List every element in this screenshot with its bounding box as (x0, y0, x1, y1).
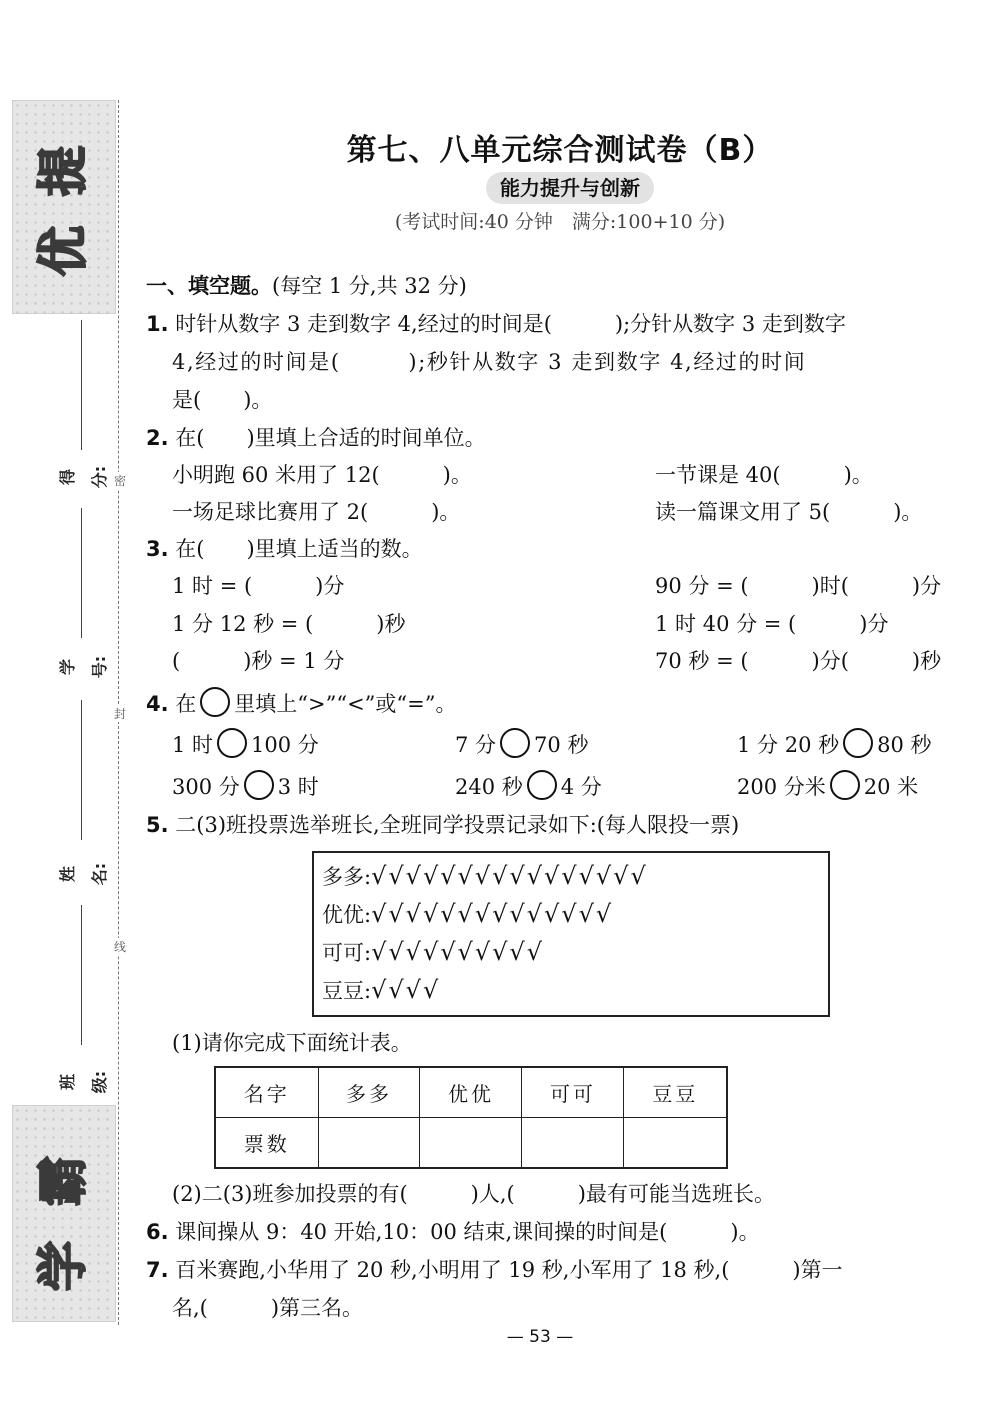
q3-stem (146, 534, 423, 564)
badge-top (12, 100, 116, 314)
q3-stem-text: 在( )里填上适当的数。 (175, 537, 423, 561)
vote-row-youyou (322, 899, 613, 930)
field-line-class (81, 905, 82, 1045)
q7-number: 7. (146, 1258, 169, 1282)
q4-item-5-left: 240 秒 (455, 775, 523, 799)
vote-name: 可可: (322, 941, 372, 965)
q4-item-3 (737, 728, 932, 760)
section-heading-row (146, 271, 467, 301)
seal-word-1: 密 (113, 474, 126, 488)
q4-item-6 (737, 770, 918, 802)
table-header-cell: 多多 (318, 1067, 420, 1118)
q4-item-5-right: 4 分 (560, 775, 602, 799)
q6-text: 课间操从 9：40 开始,10：00 结束,课间操的时间是( )。 (175, 1220, 760, 1244)
field-line-name (81, 700, 82, 840)
q2-stem (146, 423, 486, 453)
q5-stem-text: 二(3)班投票选举班长,全班同学投票记录如下:(每人限投一票) (175, 813, 740, 837)
q4-item-4 (172, 770, 319, 802)
vote-row-duoduo (322, 861, 648, 892)
q5-sub2: (2)二(3)班参加投票的有( )人,( )最有可能当选班长。 (172, 1182, 775, 1206)
q3-item-6: 70 秒 = ( )分( )秒 (655, 649, 942, 673)
vote-name: 优优: (322, 903, 372, 927)
table-header-cell: 优优 (420, 1067, 522, 1118)
vote-ticks: √√√√ (371, 976, 441, 1004)
q7-text-1: 百米赛跑,小华用了 20 秒,小明用了 19 秒,小军用了 18 秒,( )第一 (175, 1258, 843, 1282)
q2-stem-text: 在( )里填上合适的时间单位。 (175, 426, 486, 450)
q4-item-6-circle[interactable] (830, 770, 860, 800)
q7-line-2: 名,( )第三名。 (172, 1296, 364, 1320)
table-header-cell: 可可 (522, 1067, 624, 1118)
table-answer-cell[interactable] (420, 1118, 522, 1169)
table-answer-cell[interactable] (522, 1118, 624, 1169)
q4-item-1 (172, 728, 319, 760)
table-row (215, 1118, 727, 1169)
q3-number: 3. (146, 537, 169, 561)
page-number: — 53 — (506, 1327, 574, 1347)
q3-item-3: 1 分 12 秒 = ( )秒 (172, 612, 406, 636)
field-line-score (81, 320, 82, 450)
q4-number: 4. (146, 692, 169, 716)
field-label-student-id: 学号: (58, 655, 109, 679)
vote-row-keke (322, 937, 544, 968)
q1-line-1 (146, 309, 846, 339)
q5-sub1: (1)请你完成下面统计表。 (172, 1031, 412, 1055)
q4-stem-pre: 在 (175, 692, 197, 716)
table-header-row (215, 1067, 727, 1118)
q4-item-4-right: 3 时 (277, 775, 319, 799)
seal-word-3: 线 (113, 940, 126, 954)
vote-name: 豆豆: (322, 979, 372, 1003)
page-title: 第七、八单元综合测试卷（B） (346, 133, 774, 168)
q2-item-1: 小明跑 60 米用了 12( )。 (172, 463, 472, 487)
q2-item-4: 读一篇课文用了 5( )。 (655, 500, 923, 524)
q6-number: 6. (146, 1220, 169, 1244)
q4-item-4-left: 300 分 (172, 775, 240, 799)
seal-word-2: 封 (113, 707, 126, 721)
field-label-class: 班级: (58, 1070, 109, 1094)
vote-stat-table (214, 1066, 728, 1169)
q6-line (146, 1217, 760, 1247)
vote-record-box (312, 851, 830, 1017)
q4-item-6-left: 200 分米 (737, 775, 826, 799)
q4-stem (146, 687, 456, 719)
field-line-student-id (81, 508, 82, 638)
q4-item-5-circle[interactable] (527, 770, 557, 800)
q3-item-4: 1 时 40 分 = ( )分 (655, 612, 889, 636)
q4-item-2-right: 70 秒 (534, 733, 589, 757)
compare-circle-icon (200, 687, 230, 717)
table-answer-cell[interactable] (318, 1118, 420, 1169)
table-answer-cell[interactable] (624, 1118, 727, 1169)
q1-line-3: 是( )。 (172, 388, 273, 412)
q1-number: 1. (146, 312, 169, 336)
badge-bottom (12, 1105, 116, 1322)
q4-item-2-circle[interactable] (500, 728, 530, 758)
table-header-cell: 豆豆 (624, 1067, 727, 1118)
table-row-label: 票数 (215, 1118, 318, 1169)
vote-ticks: √√√√√√√√√√√√√√√√ (371, 862, 648, 890)
q1-text-1: 时针从数字 3 走到数字 4,经过的时间是( );分针从数字 3 走到数字 (175, 312, 846, 336)
q4-stem-post: 里填上“>”“<”或“=”。 (234, 692, 457, 716)
vote-ticks: √√√√√√√√√√ (371, 938, 545, 966)
table-header-cell: 名字 (215, 1067, 318, 1118)
q4-item-3-left: 1 分 20 秒 (737, 733, 840, 757)
q4-item-5 (455, 770, 602, 802)
q4-item-3-right: 80 秒 (877, 733, 932, 757)
q4-item-3-circle[interactable] (843, 728, 873, 758)
badge-bottom-char-1: 学 (34, 1241, 92, 1291)
q4-item-2 (455, 728, 588, 760)
section-score-note: (每空 1 分,共 32 分) (272, 274, 467, 298)
q3-item-1: 1 时 = ( )分 (172, 574, 345, 598)
field-label-name: 姓名: (58, 862, 109, 886)
badge-top-char-2: 优 (34, 226, 92, 276)
vote-name: 多多: (322, 865, 372, 889)
q2-item-2: 一节课是 40( )。 (655, 463, 873, 487)
badge-bottom-char-2: 霸 (34, 1156, 92, 1206)
q5-stem (146, 810, 739, 840)
vote-row-doudou (322, 975, 440, 1006)
q3-item-2: 90 分 = ( )时( )分 (655, 574, 942, 598)
page-subtitle: 能力提升与创新 (486, 172, 654, 204)
q4-item-1-left: 1 时 (172, 733, 214, 757)
q4-item-4-circle[interactable] (244, 770, 274, 800)
section-heading: 一、填空题。 (146, 274, 272, 298)
subtitle-wrap (480, 172, 660, 204)
q7-line-1 (146, 1255, 843, 1285)
field-label-score: 得分: (58, 465, 109, 489)
q3-item-5: ( )秒 = 1 分 (172, 649, 345, 673)
q2-number: 2. (146, 426, 169, 450)
q4-item-6-right: 20 米 (863, 775, 919, 799)
q2-item-3: 一场足球比赛用了 2( )。 (172, 500, 461, 524)
q4-item-1-circle[interactable] (217, 728, 247, 758)
q4-item-1-right: 100 分 (251, 733, 319, 757)
q1-line-2: 4,经过的时间是( );秒针从数字 3 走到数字 4,经过的时间 (172, 350, 807, 374)
q4-item-2-left: 7 分 (455, 733, 497, 757)
q5-number: 5. (146, 813, 169, 837)
exam-info: (考试时间:40 分钟 满分:100+10 分) (394, 211, 726, 233)
badge-top-char-1: 提 (34, 146, 92, 196)
vote-ticks: √√√√√√√√√√√√√√ (371, 900, 614, 928)
